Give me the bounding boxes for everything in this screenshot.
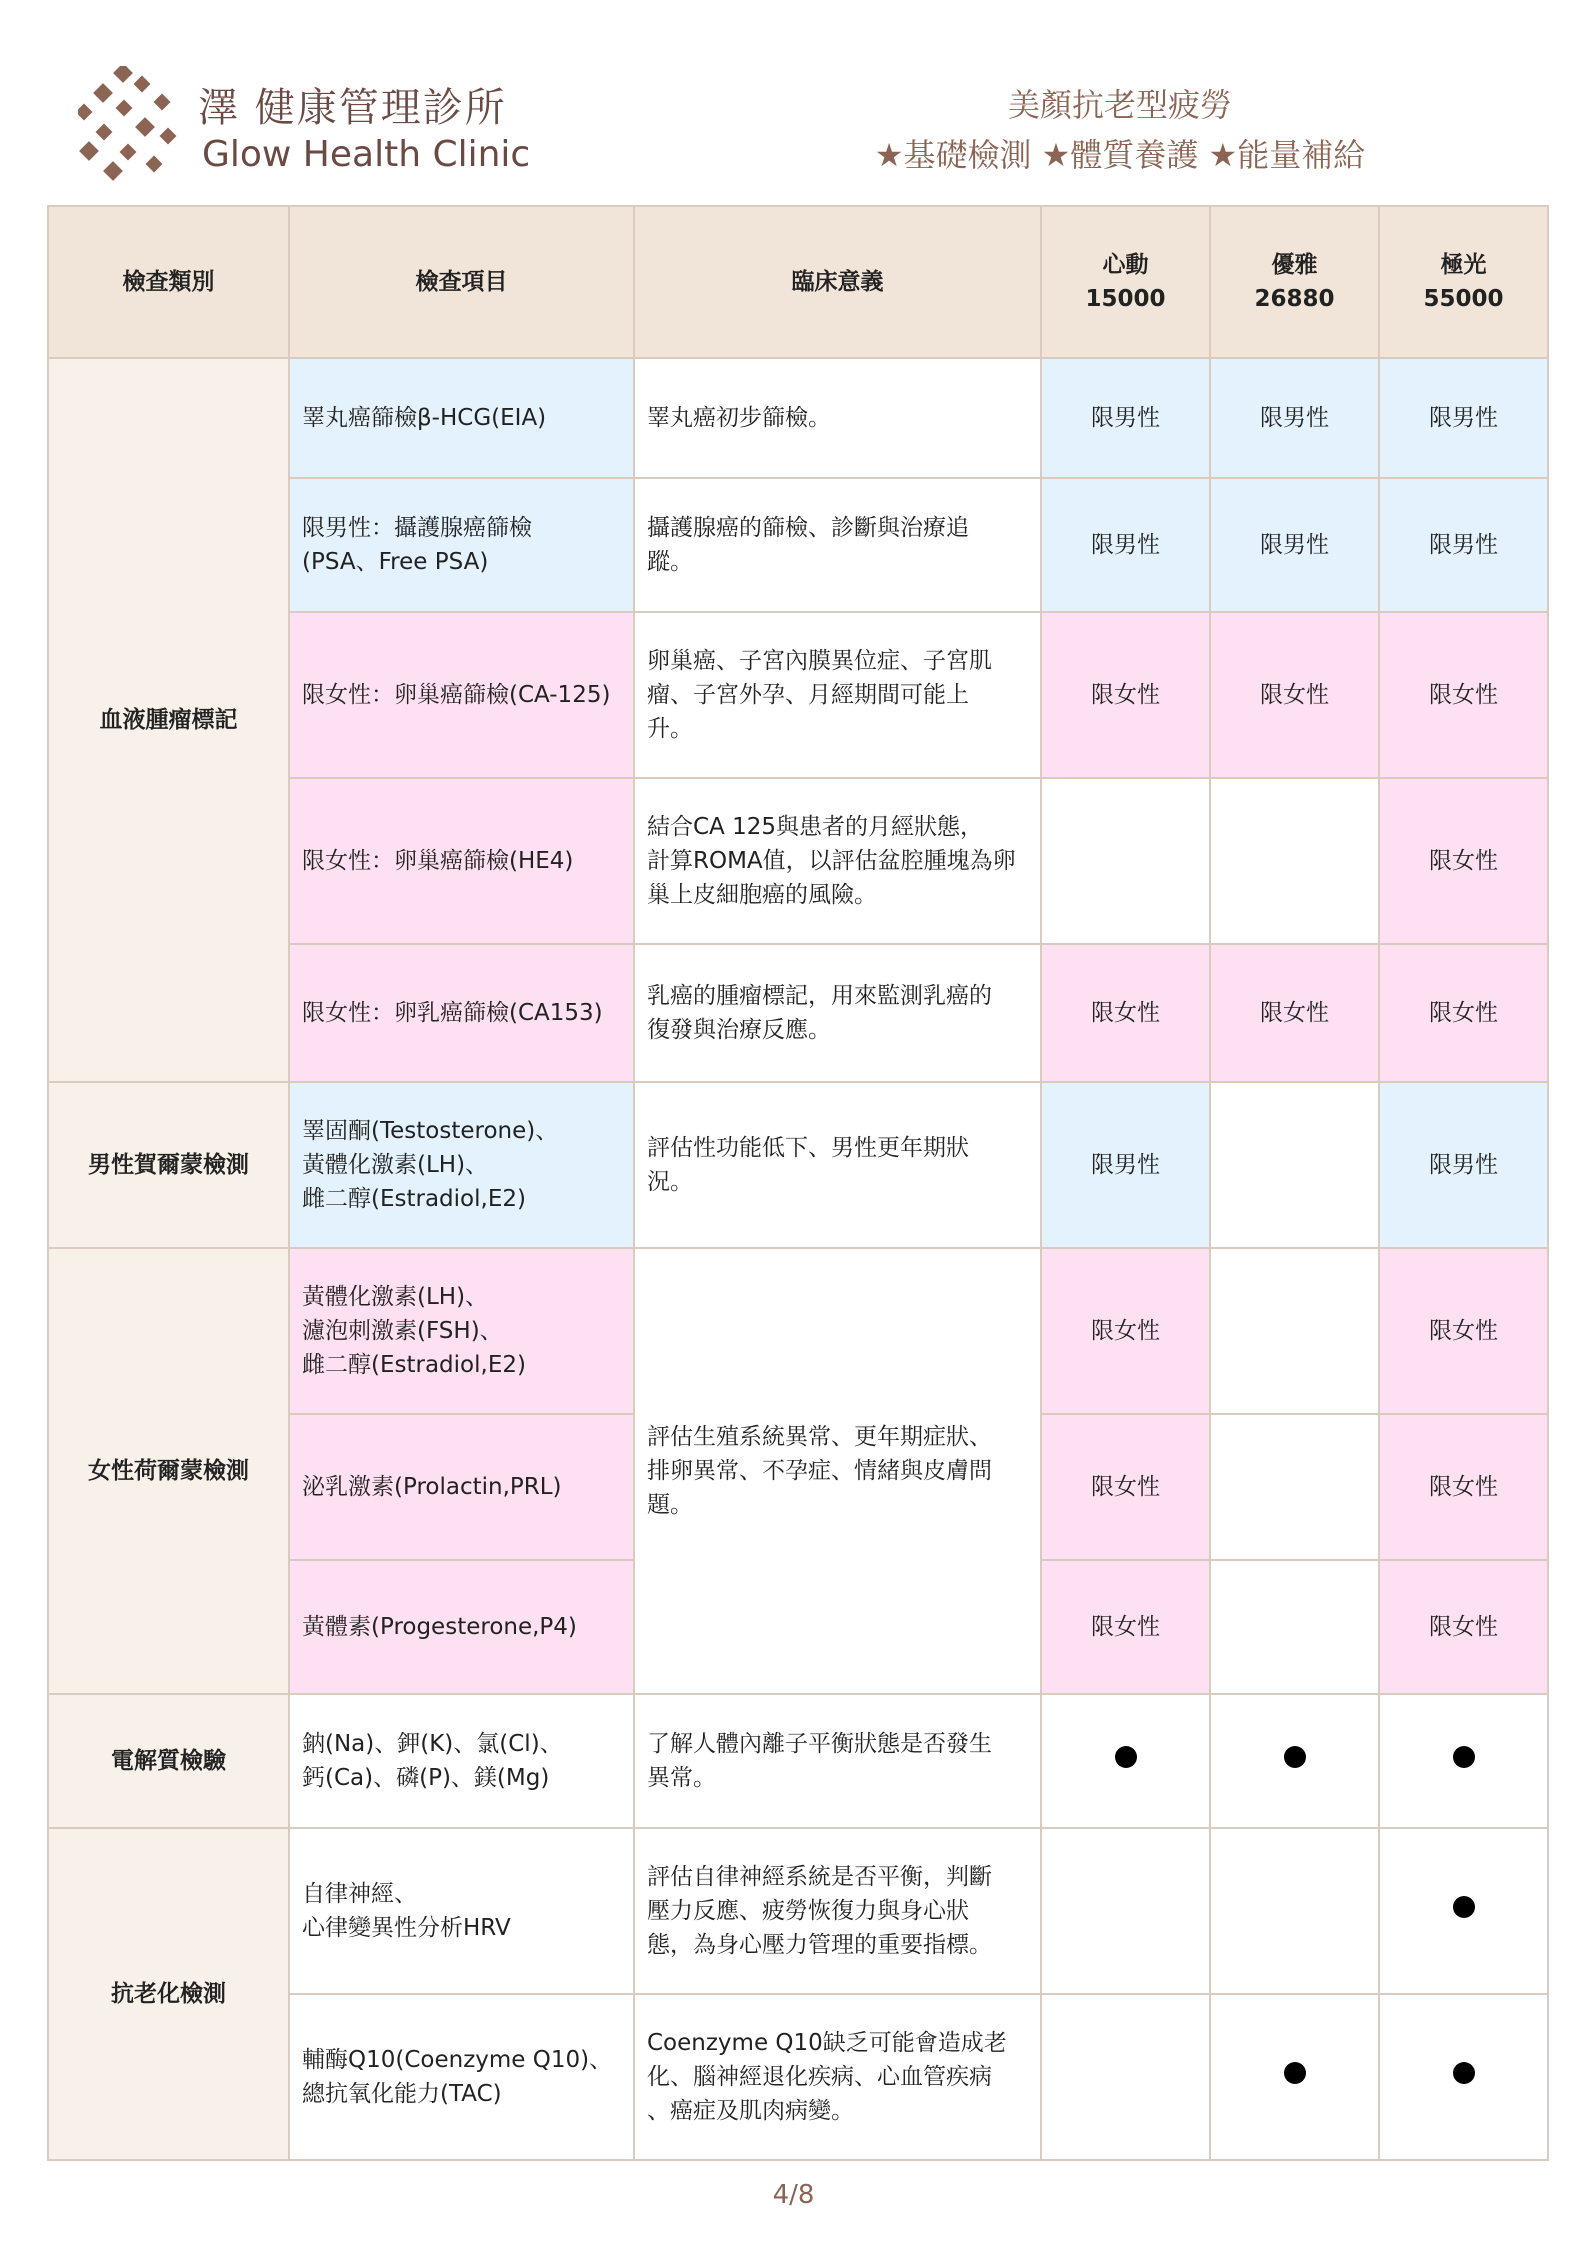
header-plan-heart [1041,206,1210,358]
table-row [48,1248,1548,1414]
plan-cell [1041,1694,1210,1828]
meaning-cell: 評估自律神經系統是否平衡，判斷 壓力反應、疲勞恢復力與身心狀 態，為身心壓力管理的重要指標。 [634,1828,1041,1994]
plan-cell: 限男性 [1379,358,1548,478]
plan-price: 55000 [1423,286,1504,312]
meaning-cell: 卵巢癌、子宮內膜異位症、子宮肌 瘤、子宮外孕、月經期間可能上 升。 [634,612,1041,778]
item-cell: 限女性：卵巢癌篩檢(CA-125) [289,612,634,778]
table-row [48,1694,1548,1828]
item-cell: 限女性：卵乳癌篩檢(CA153) [289,944,634,1082]
plan-cell: 限女性 [1379,944,1548,1082]
item-cell: 泌乳激素(Prolactin,PRL) [289,1414,634,1560]
header-meaning: 臨床意義 [634,206,1041,358]
table-row [48,358,1548,478]
plan-cell: 限男性 [1379,478,1548,612]
table-row [48,1082,1548,1248]
plan-cell [1210,778,1379,944]
plan-cell: 限女性 [1379,1560,1548,1694]
plan-price: 15000 [1085,286,1166,312]
meaning-cell: 評估性功能低下、男性更年期狀 況。 [634,1082,1041,1248]
category-cell: 血液腫瘤標記 [48,358,289,1082]
plan-cell [1210,1248,1379,1414]
page-header [0,0,1587,200]
plan-cell: 限女性 [1379,778,1548,944]
included-dot-icon [1115,1746,1137,1768]
item-cell: 自律神經、 心律變異性分析HRV [289,1828,634,1994]
plan-cell [1210,1994,1379,2160]
meaning-cell: 乳癌的腫瘤標記，用來監測乳癌的 復發與治療反應。 [634,944,1041,1082]
table-header-row [48,206,1548,358]
plan-cell: 限男性 [1041,1082,1210,1248]
plan-cell: 限女性 [1379,612,1548,778]
plan-cell: 限男性 [1041,478,1210,612]
plan-cell [1041,1994,1210,2160]
item-cell: 限男性：攝護腺癌篩檢 (PSA、Free PSA) [289,478,634,612]
plan-cell: 限女性 [1041,1560,1210,1694]
plan-cell: 限男性 [1041,358,1210,478]
plan-cell [1210,1694,1379,1828]
meaning-cell: 結合CA 125與患者的月經狀態， 計算ROMA值，以評估盆腔腫塊為卵 巢上皮細胞癌的風險。 [634,778,1041,944]
plan-cell [1041,1828,1210,1994]
plan-name: 心動 [1102,252,1149,278]
item-cell: 睪丸癌篩檢β-HCG(EIA) [289,358,634,478]
item-cell: 睪固酮(Testosterone)、 黃體化激素(LH)、 雌二醇(Estradiol,E2) [289,1082,634,1248]
exam-table [47,205,1549,2161]
glow-clinic-logo-icon [78,66,182,182]
plan-cell [1210,1082,1379,1248]
plan-name: 優雅 [1271,252,1318,278]
included-dot-icon [1284,2062,1306,2084]
plan-cell: 限女性 [1041,1414,1210,1560]
plan-cell [1379,1694,1548,1828]
header-plan-elegance [1210,206,1379,358]
item-cell: 鈉(Na)、鉀(K)、氯(Cl)、 鈣(Ca)、磷(P)、鎂(Mg) [289,1694,634,1828]
meaning-cell: 評估生殖系統異常、更年期症狀、 排卵異常、不孕症、情緒與皮膚問 題。 [634,1248,1041,1694]
plan-cell: 限女性 [1379,1414,1548,1560]
plan-cell [1210,1560,1379,1694]
plan-cell: 限男性 [1379,1082,1548,1248]
plan-cell: 限女性 [1210,612,1379,778]
category-cell: 男性賀爾蒙檢測 [48,1082,289,1248]
plan-cell: 限女性 [1041,944,1210,1082]
plan-title: 美顏抗老型疲勞 [1007,86,1232,124]
meaning-cell: 攝護腺癌的篩檢、診斷與治療追 蹤。 [634,478,1041,612]
category-cell: 抗老化檢測 [48,1828,289,2160]
clinic-name-zh: 澤 健康管理診所 [198,85,507,131]
plan-cell: 限女性 [1041,1248,1210,1414]
meaning-cell: Coenzyme Q10缺乏可能會造成老 化、腦神經退化疾病、心血管疾病 、癌症及肌肉病變。 [634,1994,1041,2160]
plan-cell: 限女性 [1210,944,1379,1082]
included-dot-icon [1453,2062,1475,2084]
item-cell: 黃體素(Progesterone,P4) [289,1560,634,1694]
plan-cell [1041,778,1210,944]
plan-cell: 限女性 [1041,612,1210,778]
category-cell: 電解質檢驗 [48,1694,289,1828]
plan-cell [1379,1994,1548,2160]
included-dot-icon [1453,1896,1475,1918]
meaning-cell: 睪丸癌初步篩檢。 [634,358,1041,478]
plan-cell [1210,1828,1379,1994]
plan-price: 26880 [1254,286,1335,312]
header-item: 檢查項目 [289,206,634,358]
plan-cell: 限女性 [1379,1248,1548,1414]
plan-cell: 限男性 [1210,358,1379,478]
table-row [48,1828,1548,1994]
header-plan-aurora [1379,206,1548,358]
plan-subtitle: ★基礎檢測 ★體質養護 ★能量補給 [874,136,1366,174]
plan-cell [1379,1828,1548,1994]
included-dot-icon [1453,1746,1475,1768]
header-category: 檢查類別 [48,206,289,358]
clinic-name-en: Glow Health Clinic [202,134,531,175]
item-cell: 輔酶Q10(Coenzyme Q10)、 總抗氧化能力(TAC) [289,1994,634,2160]
included-dot-icon [1284,1746,1306,1768]
meaning-cell: 了解人體內離子平衡狀態是否發生 異常。 [634,1694,1041,1828]
item-cell: 黃體化激素(LH)、 濾泡刺激素(FSH)、 雌二醇(Estradiol,E2) [289,1248,634,1414]
item-cell: 限女性：卵巢癌篩檢(HE4) [289,778,634,944]
plan-name: 極光 [1440,252,1487,278]
page-number: 4/8 [772,2180,815,2210]
plan-cell: 限男性 [1210,478,1379,612]
category-cell: 女性荷爾蒙檢測 [48,1248,289,1694]
plan-cell [1210,1414,1379,1560]
